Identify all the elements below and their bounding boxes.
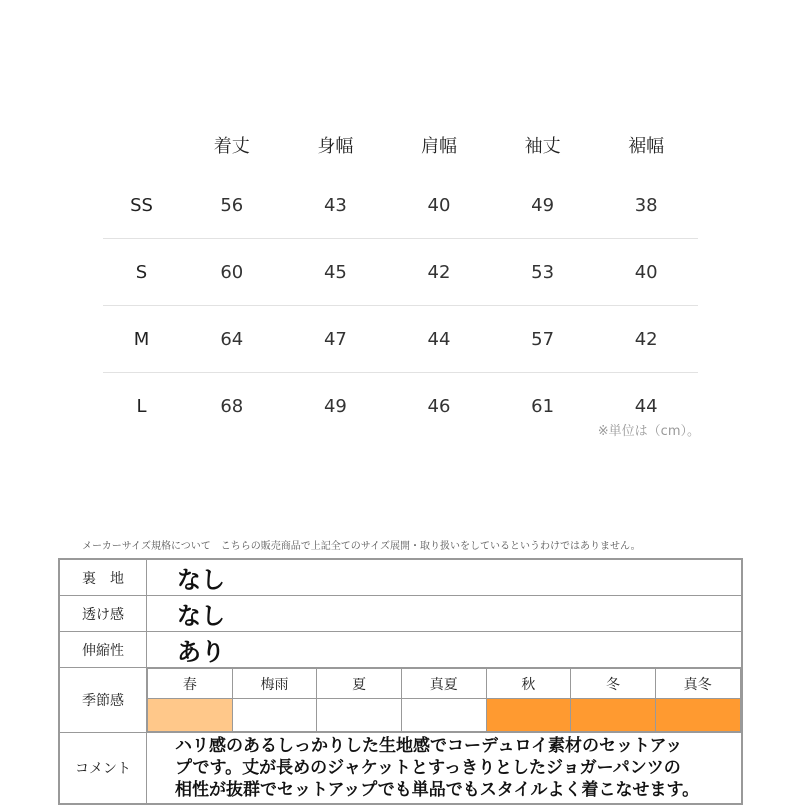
table-cell: 42 — [387, 239, 491, 306]
season-label: 季節感 — [59, 668, 147, 733]
size-label: L — [136, 395, 147, 417]
corner-cell — [103, 118, 180, 172]
season-grid — [147, 668, 741, 732]
size-table — [103, 118, 698, 439]
table-cell: 49 — [323, 395, 347, 417]
table-row — [103, 306, 698, 373]
table-cell: 46 — [427, 395, 451, 417]
season-color-midwinter — [655, 699, 740, 732]
table-cell: 47 — [284, 306, 388, 373]
season-color-rainy — [232, 699, 317, 732]
season-autumn: 秋 — [486, 669, 571, 699]
table-row — [103, 239, 698, 306]
season-color-winter — [571, 699, 656, 732]
comment-text — [147, 733, 742, 805]
lining-value: なし — [147, 559, 742, 596]
comment-line: 相性が抜群でセットアップでも単品でもスタイルよく着こなせます。 — [175, 780, 700, 800]
season-midsummer: 真夏 — [401, 669, 486, 699]
table-cell: 61 — [531, 395, 555, 417]
season-spring: 春 — [148, 669, 233, 699]
table-cell: 44 — [634, 395, 658, 417]
season-color-autumn — [486, 699, 571, 732]
comment-label: コメント — [59, 733, 147, 805]
size-table-header — [103, 118, 698, 172]
stretch-label: 伸縮性 — [59, 632, 147, 668]
season-midwinter: 真冬 — [655, 669, 740, 699]
table-row — [103, 172, 698, 239]
table-cell: 40 — [594, 239, 698, 306]
table-cell: 53 — [491, 239, 595, 306]
header-shoulder: 肩幅 — [420, 136, 457, 157]
header-hem: 裾幅 — [628, 136, 665, 157]
table-cell: 49 — [491, 172, 595, 239]
season-summer: 夏 — [317, 669, 402, 699]
stretch-value: あり — [147, 632, 742, 668]
table-cell: 44 — [387, 306, 491, 373]
spec-row-season — [59, 668, 742, 733]
size-label: S — [103, 239, 180, 306]
comment-line: ハリ感のあるしっかりした生地感でコーデュロイ素材のセットアッ — [175, 736, 683, 756]
size-disclaimer: メーカーサイズ規格について こちらの販売商品で上記全てのサイズ展開・取り扱いをしているというわけではありません。 — [82, 541, 641, 552]
season-color-summer — [317, 699, 402, 732]
table-cell: 40 — [387, 172, 491, 239]
lining-label: 裏 地 — [59, 559, 147, 596]
season-colors-row — [148, 699, 741, 732]
table-cell: 56 — [180, 172, 284, 239]
season-winter: 冬 — [571, 669, 656, 699]
table-cell: 68 — [220, 395, 244, 417]
sheer-value: なし — [147, 596, 742, 632]
table-cell: 38 — [594, 172, 698, 239]
spec-row-lining — [59, 559, 742, 596]
season-rainy: 梅雨 — [232, 669, 317, 699]
spec-table — [58, 558, 743, 805]
spec-row-comment — [59, 733, 742, 805]
spec-row-stretch — [59, 632, 742, 668]
table-cell: 60 — [180, 239, 284, 306]
table-cell: 42 — [594, 306, 698, 373]
size-label: SS — [103, 172, 180, 239]
season-color-spring — [148, 699, 233, 732]
sheer-label: 透け感 — [59, 596, 147, 632]
size-label: M — [103, 306, 180, 373]
table-cell: 43 — [284, 172, 388, 239]
season-grid-cell — [147, 668, 742, 733]
table-cell: 45 — [284, 239, 388, 306]
table-cell: 57 — [491, 306, 595, 373]
comment-line: プです。丈が長めのジャケットとすっきりとしたジョガーパンツの — [175, 758, 681, 778]
header-width: 身幅 — [317, 136, 354, 157]
season-color-midsummer — [401, 699, 486, 732]
header-length: 着丈 — [213, 136, 250, 157]
unit-note: ※単位は（cm）。 — [597, 424, 700, 439]
season-names-row — [148, 669, 741, 699]
spec-row-sheer — [59, 596, 742, 632]
table-cell: 64 — [180, 306, 284, 373]
header-sleeve: 袖丈 — [524, 136, 561, 157]
